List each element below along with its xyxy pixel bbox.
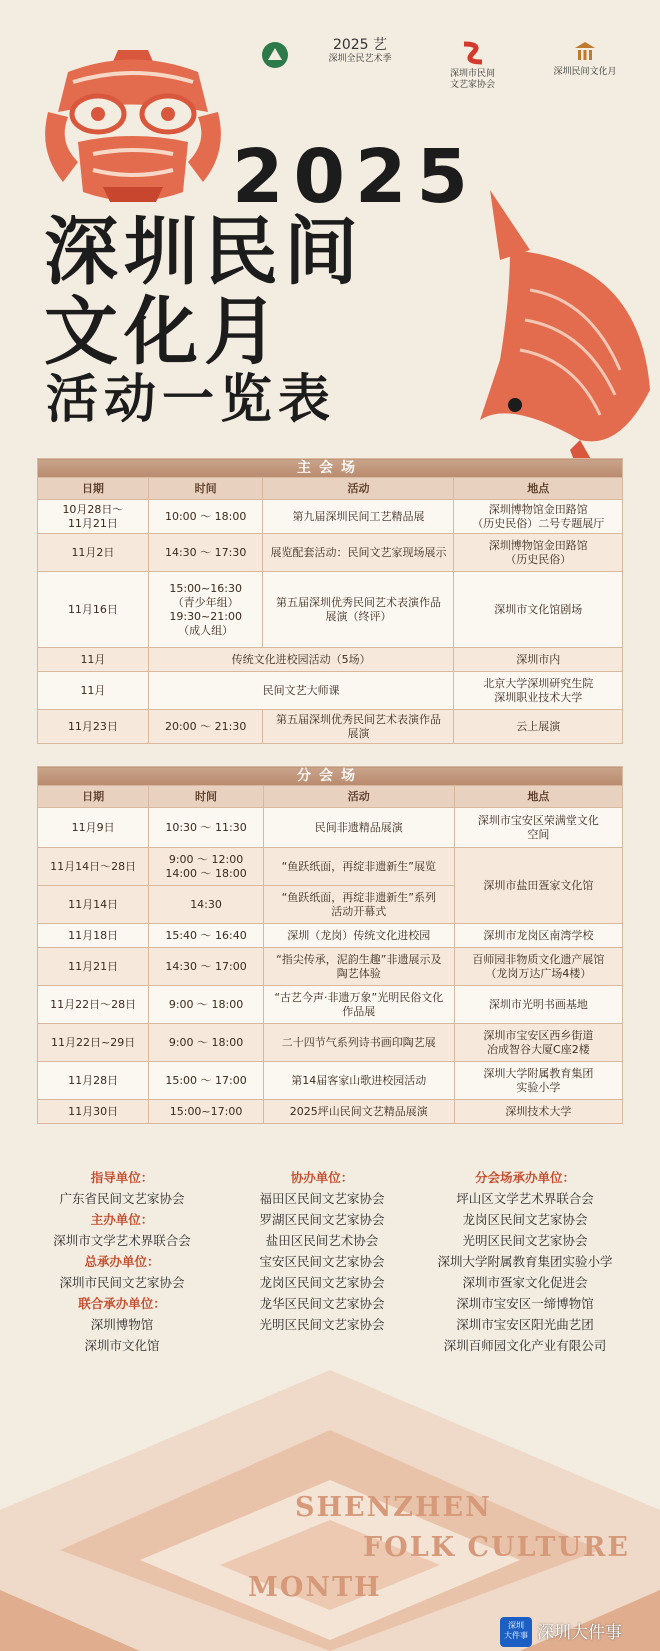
english-title-line-2: FOLK CULTURE: [363, 1532, 631, 1563]
cell-time: 9:00 ～ 12:00 14:00 ～ 18:00: [149, 848, 264, 886]
table-header-row: [38, 786, 623, 808]
credits-organization: 深圳大学附属教育集团实验小学: [437, 1254, 613, 1269]
credits-organization: 龙华区民间文艺家协会: [259, 1296, 385, 1311]
header-venue: 地点: [454, 478, 623, 500]
cell-venue: 北京大学深圳研究生院 深圳职业技术大学: [454, 672, 623, 710]
cell-date: 11月14日: [38, 886, 149, 924]
association-emblem-icon: [460, 40, 486, 66]
cell-date: 11月22日～28日: [38, 986, 149, 1024]
credits-organization: 福田区民间文艺家协会: [259, 1191, 385, 1206]
organizer-logos: [255, 37, 655, 95]
cell-activity: 第14届客家山歌进校园活动: [263, 1062, 454, 1100]
cell-date: 11月30日: [38, 1100, 149, 1124]
table-row: [38, 848, 623, 886]
cell-activity: 深圳（龙岗）传统文化进校园: [263, 924, 454, 948]
header-time: 时间: [148, 478, 263, 500]
lion-head-illustration: [38, 42, 228, 212]
credits-organization: 深圳市宝安区阳光曲艺团: [456, 1317, 594, 1332]
table-row: [38, 924, 623, 948]
title-year: 2025: [232, 134, 478, 220]
cell-date: 11月18日: [38, 924, 149, 948]
cell-activity: 第五届深圳优秀民间艺术表演作品 展演（终评）: [263, 572, 454, 648]
cell-activity: “鱼跃纸面，再绽非遗新生”系列 活动开幕式: [263, 886, 454, 924]
credits-organization: 深圳市疍家文化促进会: [462, 1275, 588, 1290]
cell-time: 14:30: [149, 886, 264, 924]
table-row: [38, 500, 623, 534]
cell-time: 14:30 ～ 17:30: [148, 534, 263, 572]
credits-heading: 协办单位：: [290, 1170, 354, 1185]
credits-organization: 龙岗区民间文艺家协会: [259, 1275, 385, 1290]
cell-time: 9:00 ～ 18:00: [149, 986, 264, 1024]
cell-activity: 展览配套活动：民间文艺家现场展示: [263, 534, 454, 572]
watermark-text: 深圳大件事: [537, 1623, 622, 1643]
cell-venue: 深圳市文化馆剧场: [454, 572, 623, 648]
table-row: [38, 948, 623, 986]
credits-heading: 分会场承办单位：: [474, 1170, 575, 1185]
main-venue-heading: 主会场: [38, 459, 623, 478]
cell-time: 10:00 ～ 18:00: [148, 500, 263, 534]
cell-activity: 第五届深圳优秀民间艺术表演作品 展演: [263, 710, 454, 744]
cell-activity: 第九届深圳民间工艺精品展: [263, 500, 454, 534]
cell-venue: 深圳市盐田疍家文化馆: [454, 848, 622, 924]
credits-heading: 主办单位：: [90, 1212, 154, 1227]
table-row: [38, 710, 623, 744]
cell-activity: 民间文艺大师课: [148, 672, 454, 710]
cell-date: 11月2日: [38, 534, 149, 572]
table-row: [38, 808, 623, 848]
cell-venue: 云上展演: [454, 710, 623, 744]
branch-venue-table: [37, 766, 623, 1124]
cell-venue: 深圳大学附属教育集团 实验小学: [454, 1062, 622, 1100]
cell-date: 10月28日～ 11月21日: [38, 500, 149, 534]
title-line-3: 活动一览表: [46, 370, 337, 430]
branch-venue-heading: 分会场: [38, 767, 623, 786]
culture-month-logo: 深圳民间文化月: [545, 40, 625, 78]
cell-time: 15:40 ～ 16:40: [149, 924, 264, 948]
culture-month-emblem-icon: [573, 40, 597, 64]
main-venue-table: [37, 458, 623, 744]
cell-activity: “指尖传承，泥韵生趣”非遗展示及 陶艺体验: [263, 948, 454, 986]
cell-venue: 深圳博物馆金田路馆 （历史民俗）: [454, 534, 623, 572]
cell-venue: 深圳市内: [454, 648, 623, 672]
cell-date: 11月16日: [38, 572, 149, 648]
table-row: [38, 572, 623, 648]
header-activity: 活动: [263, 478, 454, 500]
art-season-logo: 2025 艺 深圳全民艺术季: [328, 37, 392, 64]
credits-organization: 光明区民间文艺家协会: [259, 1317, 385, 1332]
header-venue: 地点: [454, 786, 622, 808]
museum-emblem-icon: [260, 40, 290, 70]
cell-activity: “古艺今声·非遗万象”光明民俗文化 作品展: [263, 986, 454, 1024]
table-row: [38, 1062, 623, 1100]
credits-organization: 龙岗区民间文艺家协会: [462, 1212, 588, 1227]
cell-date: 11月9日: [38, 808, 149, 848]
credits-organization: 宝安区民间文艺家协会: [259, 1254, 385, 1269]
credits-organization: 广东省民间文艺家协会: [59, 1191, 185, 1206]
cell-date: 11月21日: [38, 948, 149, 986]
table-row: [38, 672, 623, 710]
cell-venue: 深圳市宝安区西乡街道 冶成智谷大厦C座2楼: [454, 1024, 622, 1062]
cell-activity: 传统文化进校园活动（5场）: [148, 648, 454, 672]
cell-venue: 百师园非物质文化遗产展馆 （龙岗万达广场4楼）: [454, 948, 622, 986]
cell-venue: 深圳市光明书画基地: [454, 986, 622, 1024]
credits-organization: 深圳市宝安区一缔博物馆: [456, 1296, 594, 1311]
credits-organization: 深圳博物馆: [90, 1317, 154, 1332]
credits-organization: 深圳百师园文化产业有限公司: [443, 1338, 607, 1353]
title-line-1: 深圳民间: [44, 209, 364, 295]
cell-activity: 民间非遗精品展演: [263, 808, 454, 848]
header-date: 日期: [38, 478, 149, 500]
title-line-2: 文化月: [44, 289, 284, 375]
cell-date: 11月22日~29日: [38, 1024, 149, 1062]
english-title-line-1: SHENZHEN: [295, 1492, 492, 1523]
header-activity: 活动: [263, 786, 454, 808]
folk-artists-association-logo: 深圳市民间 文艺家协会: [430, 40, 515, 91]
cell-venue: 深圳市宝安区荣满堂文化 空间: [454, 808, 622, 848]
header-time: 时间: [149, 786, 264, 808]
table-row: [38, 648, 623, 672]
cell-venue: 深圳市龙岗区南湾学校: [454, 924, 622, 948]
cell-time: 20:00 ～ 21:30: [148, 710, 263, 744]
cell-venue: 深圳博物馆金田路馆 （历史民俗）二号专题展厅: [454, 500, 623, 534]
credits-heading: 总承办单位：: [84, 1254, 160, 1269]
cell-time: 10:30 ～ 11:30: [149, 808, 264, 848]
organizers-credits: [37, 1167, 623, 1367]
cell-time: 15:00 ～ 17:00: [149, 1062, 264, 1100]
credits-column-branch-hosts: [427, 1167, 623, 1356]
cell-venue: 深圳技术大学: [454, 1100, 622, 1124]
credits-heading: 联合承办单位：: [78, 1296, 166, 1311]
cell-activity: “鱼跃纸面，再绽非遗新生”展览: [263, 848, 454, 886]
credits-organization: 深圳市文化馆: [84, 1338, 160, 1353]
cell-time: 15:00~16:30 （青少年组） 19:30~21:00 （成人组）: [148, 572, 263, 648]
museum-logo: [255, 40, 295, 73]
credits-column-co-organizers: [237, 1167, 407, 1335]
cell-activity: 二十四节气系列诗书画印陶艺展: [263, 1024, 454, 1062]
cell-date: 11月28日: [38, 1062, 149, 1100]
watermark-badge: 深圳 大件事: [500, 1617, 532, 1647]
credits-organization: 盐田区民间艺术协会: [265, 1233, 379, 1248]
cell-time: 15:00~17:00: [149, 1100, 264, 1124]
cell-date: 11月: [38, 672, 149, 710]
header-date: 日期: [38, 786, 149, 808]
table-row: [38, 986, 623, 1024]
table-row: [38, 1024, 623, 1062]
credits-organization: 深圳市民间文艺家协会: [59, 1275, 185, 1290]
credits-organization: 光明区民间文艺家协会: [462, 1233, 588, 1248]
cell-date: 11月14日～28日: [38, 848, 149, 886]
cell-activity: 2025坪山民间文艺精品展演: [263, 1100, 454, 1124]
cell-date: 11月23日: [38, 710, 149, 744]
table-row: [38, 534, 623, 572]
cell-time: 14:30 ～ 17:00: [149, 948, 264, 986]
table-row: [38, 1100, 623, 1124]
credits-organization: 坪山区文学艺术界联合会: [456, 1191, 594, 1206]
english-title-line-3: MONTH: [248, 1572, 382, 1603]
credits-heading: 指导单位：: [90, 1170, 154, 1185]
credits-column-guidance: [37, 1167, 207, 1356]
cell-time: 9:00 ～ 18:00: [149, 1024, 264, 1062]
table-header-row: [38, 478, 623, 500]
credits-organization: 罗湖区民间文艺家协会: [259, 1212, 385, 1227]
cell-date: 11月: [38, 648, 149, 672]
credits-organization: 深圳市文学艺术界联合会: [53, 1233, 191, 1248]
